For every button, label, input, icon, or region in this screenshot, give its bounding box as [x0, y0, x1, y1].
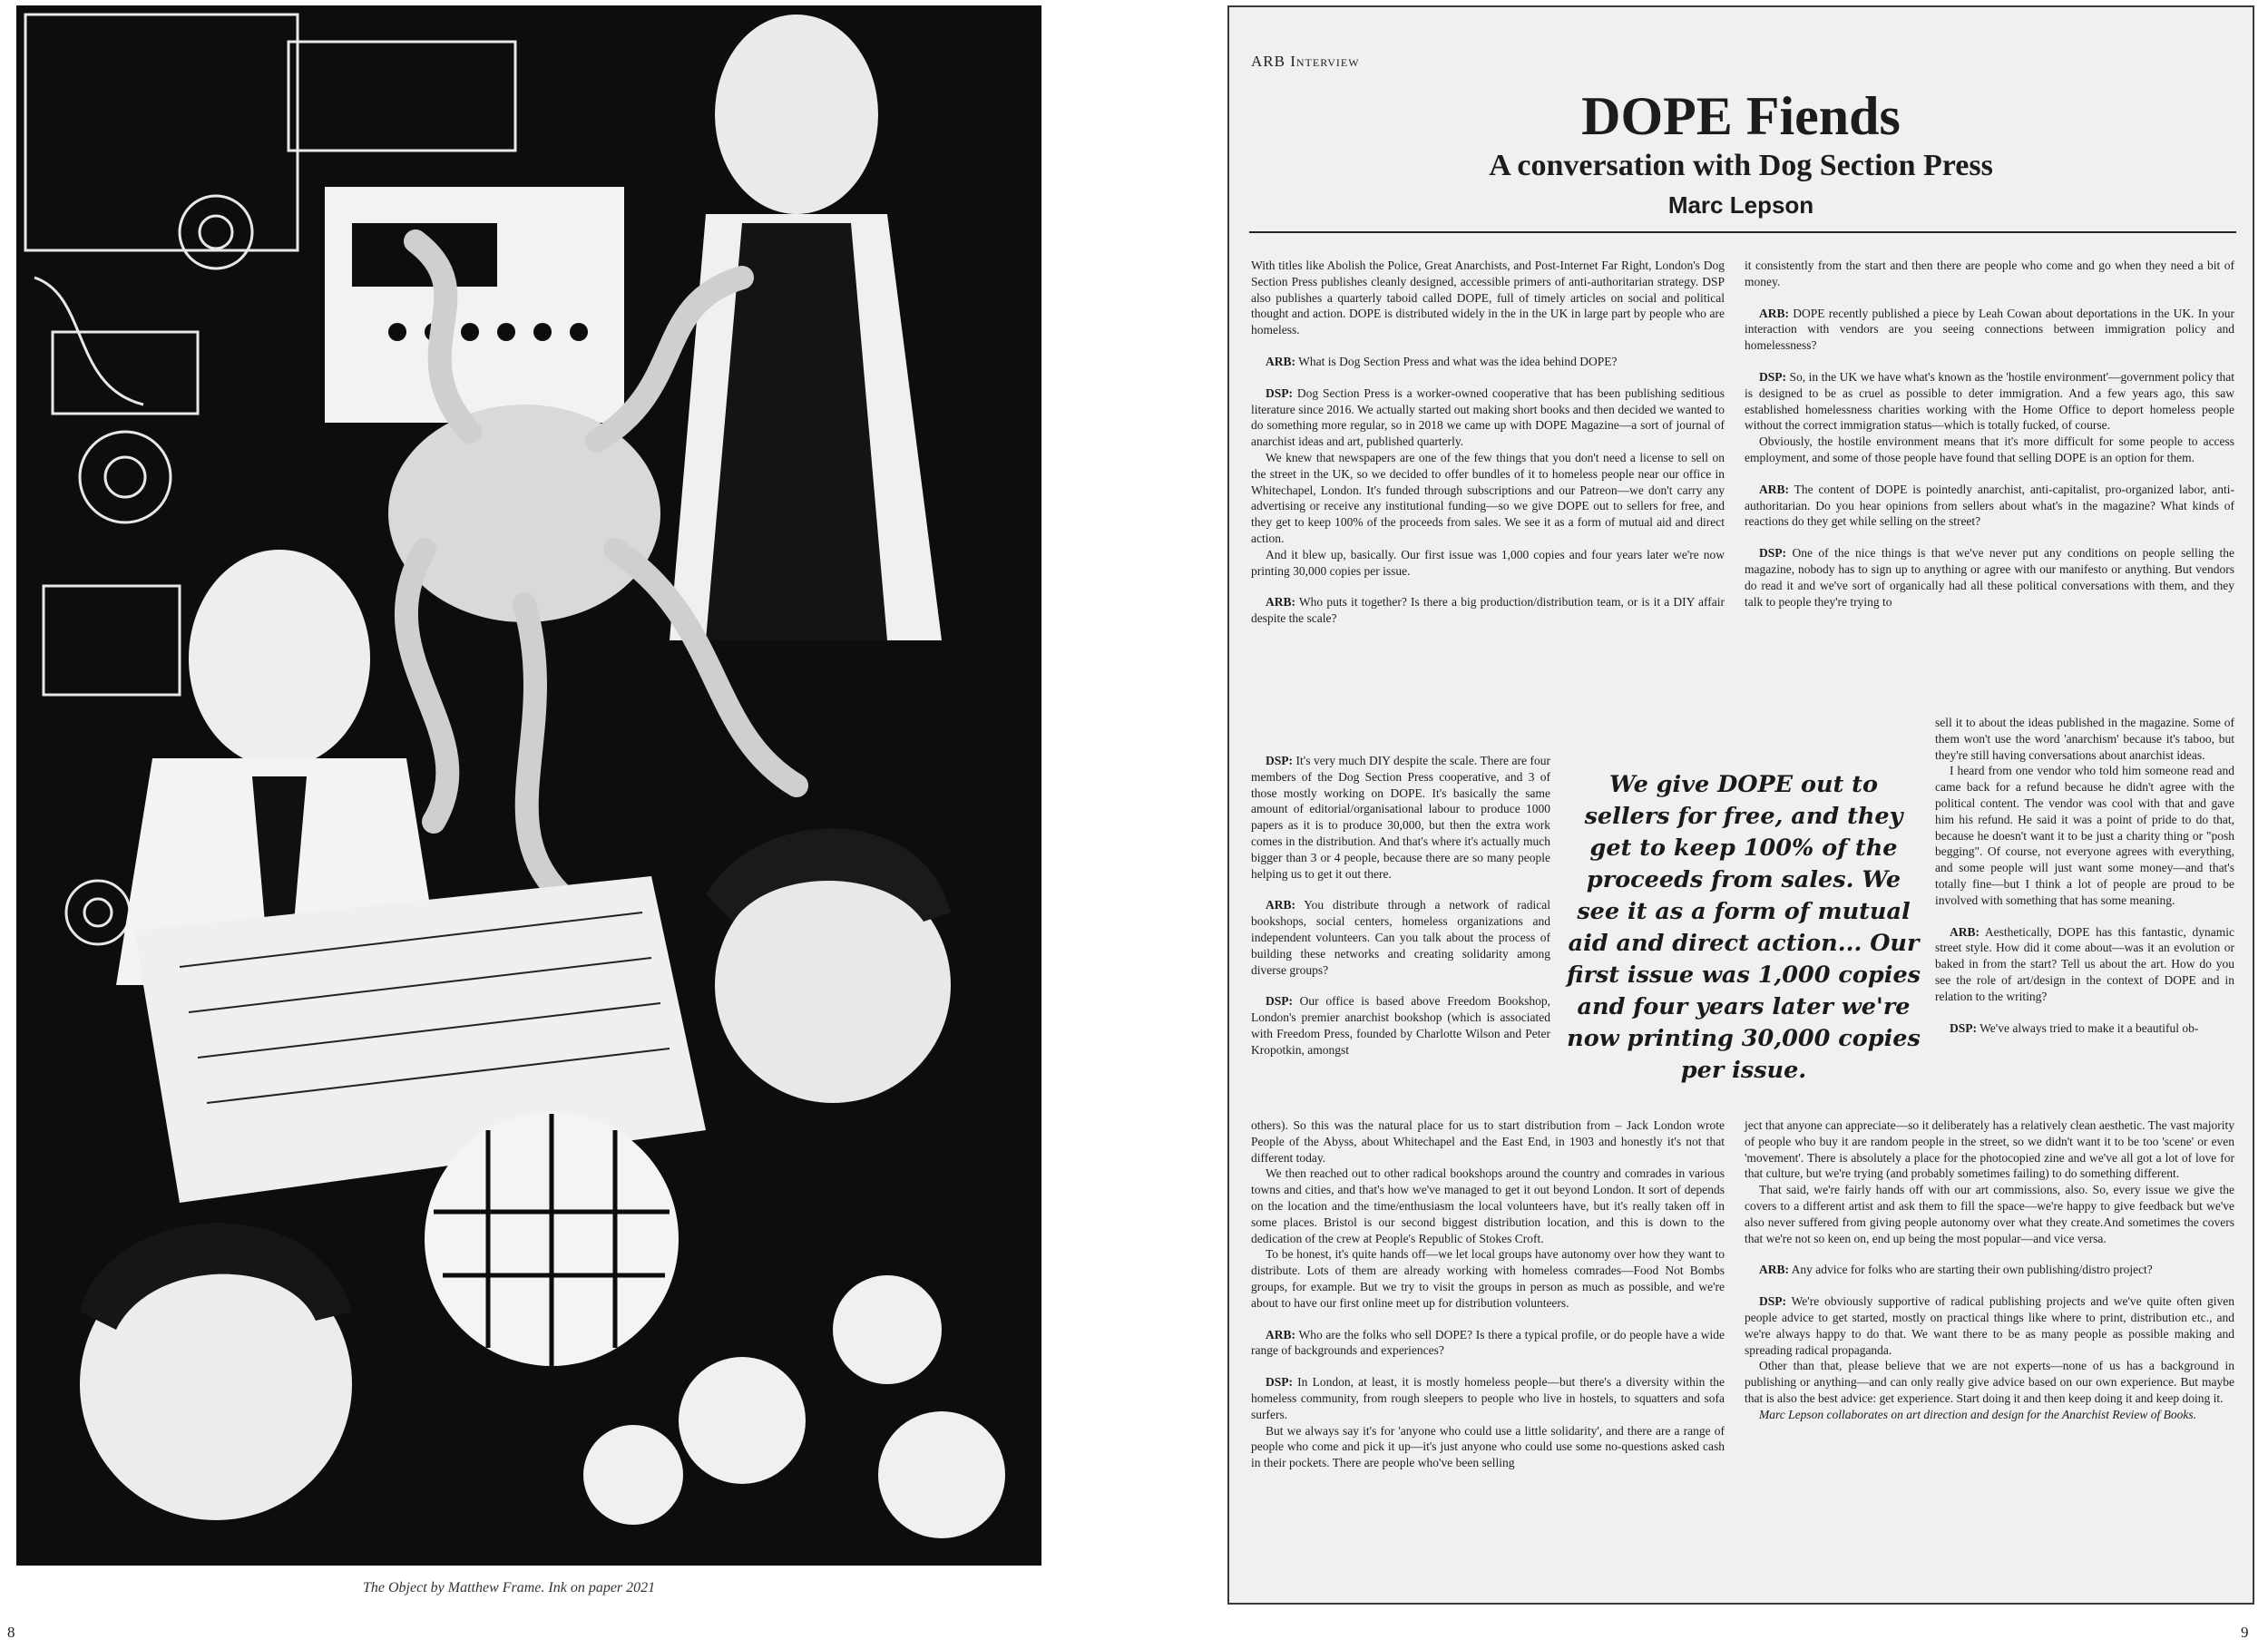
ink-illustration [16, 5, 1041, 1566]
body-paragraph: To be honest, it's quite hands off—we let local groups have autonomy over how they want to distribute. Lots of them are already working with homeless comrades—Food Not Bombs groups, for example. But we try to visit the groups in person as much as possible, and we're about to have our first online meet up for distribution volunteers. [1251, 1247, 1725, 1310]
body-paragraph: sell it to about the ideas published in the magazine. Some of them won't use the word 'anarchism' because it's taboo, but they're still having conversations about anarchist ideas. [1935, 716, 2234, 762]
question-paragraph [1251, 1327, 1725, 1360]
section-kicker: ARB Interview [1251, 53, 1360, 70]
author-bio-text: Marc Lepson collaborates on art direction and design for the Anarchist Review of Books. [1759, 1407, 2196, 1421]
speaker-label: DSP: [1266, 385, 1293, 400]
speaker-label: DSP: [1759, 546, 1786, 561]
speaker-label: DSP: [1759, 1294, 1786, 1309]
question-text: Who puts it together? Is there a big production/distribution team, or is it a DIY affair despite the scale? [1251, 595, 1725, 626]
answer-text: Our office is based above Freedom Bookshop, London's premier anarchist bookshop (which is associated with Freedom Press, founded by Charlotte Wilson and Peter Kropotkin, amongst [1251, 994, 1551, 1057]
body-paragraph: But we always say it's for 'anyone who could use a little solidarity', and there are a range of people who come and pick it up—it's just anyone who could use some no-questions asked cash in their pockets. There are people who've been selling [1251, 1423, 1725, 1470]
question-text: What is Dog Section Press and what was the idea behind DOPE? [1298, 354, 1618, 368]
pull-quote: We give DOPE out to sellers for free, and they get to keep 100% of the proceeds from sales. We see it as a form of mutual aid and direct action... Our first issue was 1,000 copies and four years later we're now printing 30,000 copies per issue. [1566, 771, 1921, 1084]
speaker-label: DSP: [1266, 994, 1293, 1009]
speaker-label: DSP: [1950, 1020, 1977, 1035]
question-text: Any advice for folks who are starting their own publishing/distro project? [1791, 1263, 2153, 1277]
page-number-right: 9 [2241, 1624, 2249, 1641]
answer-paragraph [1251, 753, 1550, 882]
body-paragraph: Obviously, the hostile environment means that it's more difficult for some people to access employment, and some of those people have found that selling DOPE is an option for them. [1745, 434, 2234, 464]
question-text: Aesthetically, DOPE has this fantastic, dynamic street style. How did it come about—was it an evolution or baked in from the start? Tell us about the art. How do you see the role of art/design in the context of DOPE and in relation to the writing? [1935, 924, 2234, 1003]
answer-text: Dog Section Press is a worker-owned cooperative that has been publishing seditious literature since 2016. We actually started out making short books and then decided we wanted to do something more regular, so in 2018 we came up with DOPE Magazine—a sort of journal of anarchist ideas and art, published quarterly. [1251, 385, 1725, 449]
intro-paragraph: With titles like Abolish the Police, Great Anarchists, and Post-Internet Far Right, London's Dog Section Press publishes cleanly designed, accessible primers of anti-authoritarian strategy. DSP also publishes a quarterly taboid called DOPE, full of timely articles on social and political thought and action. DOPE is distributed widely in the in the UK in large part by people who are homeless. [1251, 259, 1725, 337]
answer-paragraph [1745, 369, 2234, 434]
column-left-bottom [1251, 1117, 1725, 1471]
artwork-caption: The Object by Matthew Frame. Ink on paper 2021 [363, 1580, 656, 1595]
body-paragraph: That said, we're fairly hands off with our art commissions, also. So, every issue we give the covers to a different artist and ask them to fill the space—we're happy to give feedback but we've also never suffered from giving people autonomy over what they create.And sometimes the covers that we're not so keen on, end up being the most popular—and vice versa. [1745, 1183, 2234, 1245]
article-title: DOPE Fiends [1581, 86, 1901, 146]
page-number-left: 8 [7, 1624, 15, 1641]
body-paragraph: I heard from one vendor who told him someone read and came back for a refund because he didn't agree with the political content. The vendor was cool with that and gave him his refund. He said it was a point of pride to do that, because he doesn't want it to be just a charity thing or "posh begging". Of course, not everyone agrees with everything, and some people will just want some money—and that's totally fine—but I think a lot of people are proud to be involved with something that has some meaning. [1935, 764, 2234, 907]
column-right-top [1745, 258, 2234, 610]
question-paragraph [1745, 1262, 2234, 1278]
speaker-label: ARB: [1759, 1263, 1789, 1277]
question-text: Who are the folks who sell DOPE? Is there a typical profile, or do people have a wide range of backgrounds and experiences? [1251, 1327, 1725, 1358]
answer-paragraph [1251, 1374, 1725, 1422]
question-text: You distribute through a network of radical bookshops, social centers, homeless organizations and independent volunteers. Can you talk about the process of building these networks and creating solidarity among diverse groups? [1251, 898, 1551, 977]
author-bio [1745, 1407, 2234, 1423]
article-box [1227, 5, 2254, 1605]
question-paragraph [1251, 897, 1550, 978]
speaker-label: ARB: [1266, 595, 1295, 610]
illustration-drawing [16, 5, 1041, 1566]
header-rule [1249, 231, 2236, 233]
answer-text: We're obviously supportive of radical publishing projects and we've quite often given people advice to get started, mostly on practical things like where to print, distribution etc., and we're always happy to do that. We want there to be as many people as possible making and spreading radical propaganda. [1745, 1294, 2234, 1357]
question-text: DOPE recently published a piece by Leah Cowan about deportations in the UK. In your interaction with vendors are you seeing connections between immigration policy and homelessness? [1745, 306, 2234, 353]
question-paragraph [1745, 482, 2234, 530]
speaker-label: ARB: [1266, 898, 1295, 912]
question-paragraph [1251, 594, 1725, 627]
answer-paragraph [1251, 993, 1550, 1058]
column-left-top [1251, 258, 1725, 627]
column-left-middle [1251, 753, 1550, 1059]
speaker-label: DSP: [1266, 1375, 1293, 1390]
answer-text: One of the nice things is that we've never put any conditions on people selling the magazine, nobody has to sign up to anything or agree with our manifesto or anything. But vendors do read it and we've sort of organically had all these political conversations with them, and they talk to people they're trying to [1745, 546, 2235, 609]
answer-paragraph [1745, 1293, 2234, 1358]
body-paragraph: it consistently from the start and then there are people who come and go when they need a bit of money. [1745, 259, 2234, 288]
answer-text: We've always tried to make it a beautiful ob- [1980, 1020, 2199, 1035]
question-paragraph [1251, 354, 1725, 370]
column-right-bottom [1745, 1117, 2234, 1423]
speaker-label: DSP: [1266, 754, 1293, 767]
body-paragraph: We knew that newspapers are one of the few things that you don't need a license to sell on the street in the UK, so we decided to offer bundles of it to homeless people near our office in Whitechapel, London. It's funded through subscriptions and our Patreon—we don't carry any advertising or receive any institutional funding—so we give DOPE out to sellers for free, and they get to keep 100% of the proceeds from sales. We see it as a form of mutual aid and direct action. [1251, 450, 1725, 545]
speaker-label: ARB: [1759, 482, 1789, 496]
question-text: The content of DOPE is pointedly anarchist, anti-capitalist, pro-organized labor, anti-authoritarian. Do you hear opinions from sellers about what's in the magazine? What kinds of reactions do they get while selling on the street? [1745, 482, 2234, 529]
article-byline: Marc Lepson [1667, 191, 1814, 219]
body-paragraph: And it blew up, basically. Our first issue was 1,000 copies and four years later we're now printing 30,000 copies per issue. [1251, 547, 1725, 578]
speaker-label: ARB: [1266, 354, 1295, 368]
answer-text: It's very much DIY despite the scale. There are four members of the Dog Section Press cooperative, and 3 of those mostly working on DOPE. It's basically the same amount of editorial/organisational labour to produce 1000 papers as it is to produce 30,000, but then the extra work comes in the distribution. And that's where it's actually much bigger than 3 or 4 people, because there are so many people helping us to get it out there. [1251, 754, 1550, 881]
body-paragraph: ject that anyone can appreciate—so it deliberately has a relatively clean aesthetic. The vast majority of people who buy it are random people in the street, so we didn't want it to be too 'scene' or even 'movement'. There is absolutely a place for the photocopied zine and we've all got a lot of love for that culture, but we're trying (and probably sometimes failing) to do something different. [1745, 1118, 2234, 1181]
body-paragraph: Other than that, please believe that we are not experts—none of us has a background in publishing or anything—and can only really give advice based on our own experience. But maybe that is also the best advice: get experience. Start doing it and then keep doing it and keep doing it. [1745, 1359, 2234, 1405]
question-paragraph [1935, 924, 2234, 1005]
answer-paragraph [1251, 385, 1725, 450]
question-paragraph [1745, 306, 2234, 354]
body-paragraph: others). So this was the natural place for us to start distribution from – Jack London wrote People of the Abyss, about Whitechapel and the East End, in 1903 and honestly it's not that different today. [1251, 1118, 1725, 1165]
speaker-label: ARB: [1759, 306, 1789, 320]
answer-paragraph [1745, 545, 2234, 610]
speaker-label: DSP: [1759, 369, 1786, 384]
answer-text: In London, at least, it is mostly homeless people—but there's a diversity within the homeless community, from rough sleepers to people who live in hostels, to squatters and sofa surfers. [1251, 1375, 1725, 1421]
article-subtitle: A conversation with Dog Section Press [1489, 149, 1993, 182]
column-right-middle [1935, 715, 2234, 1036]
answer-text: So, in the UK we have what's known as the 'hostile environment'—government policy that is designed to be as cruel as possible to deter immigration. And a few years ago, this saw established homelessness charities working with the Home Office to deport homeless people without the correct immigration status—which is totally fucked, of course. [1745, 369, 2235, 433]
speaker-label: ARB: [1950, 924, 1980, 939]
answer-paragraph [1935, 1020, 2234, 1037]
speaker-label: ARB: [1266, 1327, 1295, 1342]
body-paragraph: We then reached out to other radical bookshops around the country and comrades in various towns and cities, and that's how we've managed to get it out beyond London. It sort of depends on the location and the time/enthusiasm the local volunteers have, but it's really taken off in some places. Bristol is our second biggest distribution location, and this is down to the dedication of the crew at People's Republic of Stokes Croft. [1251, 1166, 1725, 1245]
